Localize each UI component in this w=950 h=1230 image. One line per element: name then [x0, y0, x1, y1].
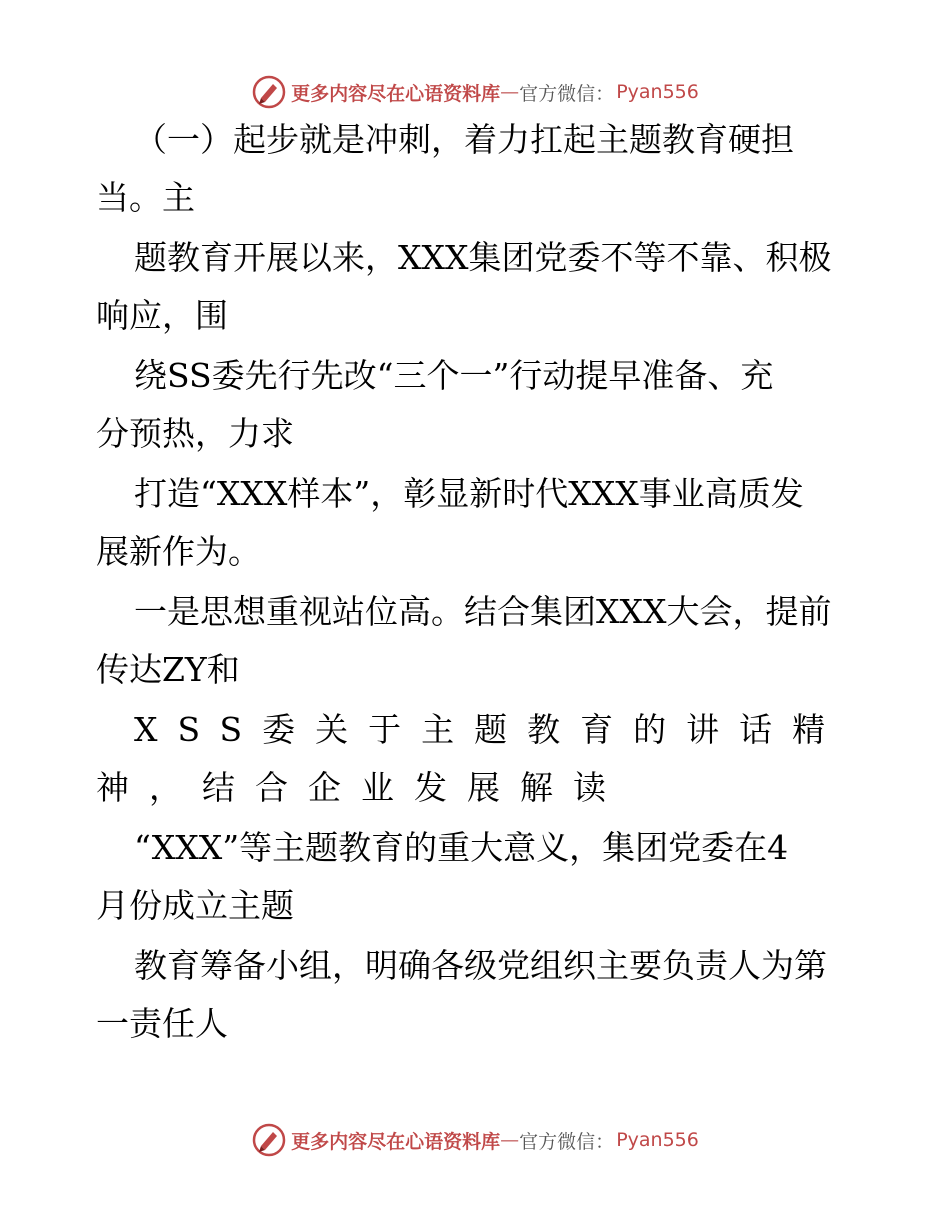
banner-dash: —	[500, 1129, 520, 1151]
text-line-4: 响应，围	[96, 296, 228, 335]
footer-watermark	[0, 1120, 950, 1160]
banner-sub-text: 官方微信：	[519, 82, 615, 105]
text-line-14: 月份成立主题	[96, 886, 294, 925]
text-line-7: 打造“XXX样本”，彰显新时代XXX事业高质发	[134, 474, 804, 513]
text-line-8: 展新作为。	[96, 532, 261, 571]
text-line-10: 传达ZY和	[96, 650, 240, 689]
text-line-3: 题教育开展以来，XXX集团党委不等不靠、积极	[134, 238, 832, 277]
pen-logo-icon	[251, 1122, 287, 1158]
banner-sub-text: 官方微信：	[519, 1130, 615, 1153]
text-line-9: 一是思想重视站位高。结合集团XXX大会，提前	[134, 592, 832, 631]
banner-wechat-id: Pyan556	[616, 1129, 699, 1151]
banner-main-text: 更多内容尽在心语资料库	[291, 1130, 501, 1153]
text-line-5: 绕SS委先行先改“三个一”行动提早准备、充	[134, 356, 774, 395]
text-line-13: “XXX”等主题教育的重大意义，集团党委在4	[134, 828, 789, 867]
text-line-6: 分预热，力求	[96, 414, 294, 453]
text-line-15: 教育筹备小组，明确各级党组织主要负责人为第	[134, 946, 827, 985]
text-line-11: XSS委关于主题教育的讲话精	[134, 710, 846, 749]
text-line-12: 神，结合企业发展解读	[96, 768, 626, 807]
pen-logo-icon	[251, 74, 287, 110]
text-line-1: （一）起步就是冲刺，着力扛起主题教育硬担	[134, 120, 794, 159]
banner-dash: —	[500, 81, 520, 103]
text-line-16: 一责任人	[96, 1004, 228, 1043]
banner-wechat-id: Pyan556	[616, 81, 699, 103]
header-watermark	[0, 72, 950, 112]
banner-main-text: 更多内容尽在心语资料库	[291, 82, 501, 105]
text-line-2: 当。主	[96, 178, 195, 217]
